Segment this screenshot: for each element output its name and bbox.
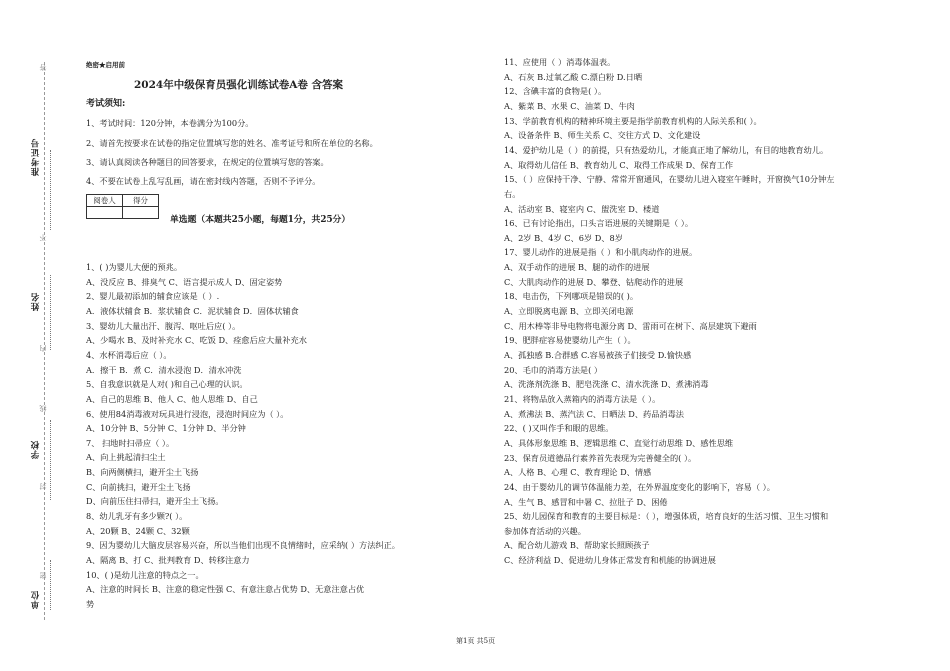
question-line: 1、( )为婴儿大便的预兆。 — [86, 262, 183, 272]
rule-line: 1、考试时间：120分钟，本卷满分为100分。 — [86, 118, 254, 128]
name-label: 姓名 — [31, 292, 41, 311]
page-footer: 第1页 共5页 — [456, 637, 496, 645]
question-line: 参加体育活动的兴趣。 — [504, 525, 586, 536]
score-header: 得分 — [123, 195, 159, 207]
question-line: 16、已有讨论指出，口头言语进展的关键期是（ ）。 — [504, 218, 694, 229]
unit-label: 单位 — [31, 590, 41, 609]
question-line: A、石灰 B.过氧乙酸 C.漂白粉 D.日晒 — [504, 71, 643, 82]
question-line: 2、婴儿最初添加的辅食应该是（ ）. — [86, 291, 220, 302]
question-line: A、立即脱离电源 B、立即关闭电源 — [504, 306, 634, 317]
reviewer-cell[interactable] — [87, 207, 123, 219]
question-line: 8、幼儿乳牙有多少颗?( ）。 — [86, 511, 188, 522]
question-line: 6、使用84消毒液对玩具进行浸泡，浸泡时间应为（ ）。 — [86, 408, 289, 419]
question-line: 9、因为婴幼儿大脑皮层容易兴奋，所以当他们出现不良情绪时，应采纳( ）方法纠正。 — [86, 540, 400, 551]
question-line: A、取得幼儿信任 B、教育幼儿 C、取得工作成果 D、保育工作 — [504, 159, 734, 170]
question-line: 7、 扫地时扫帚应（ ）。 — [86, 437, 175, 448]
notice-title: 考试须知: — [86, 99, 126, 109]
question-line: B、向两侧横扫，避开尘土飞扬 — [86, 467, 199, 478]
question-line: 18、电击伤，下列哪项是错误的( )。 — [504, 291, 639, 302]
question-line: C、大肌肉动作的进展 D、攀登、钻爬动作的进展 — [504, 276, 684, 287]
question-line: C、用木棒等非导电物将电源分离 D、雷雨可在树下、高层建筑下避雨 — [504, 320, 757, 331]
binding-margin-line — [44, 62, 45, 620]
question-line: 12、含碘丰富的食物是( ）。 — [504, 86, 607, 97]
question-line: C、经济利益 D、促进幼儿身体正常发育和机能的协调进展 — [504, 555, 716, 566]
question-line: A．擦干 B．煮 C．清水浸泡 D．清水冲洗 — [86, 364, 242, 375]
question-line: A、配合幼儿游戏 B、帮助家长照顾孩子 — [504, 540, 650, 551]
question-line: 右。 — [504, 188, 521, 199]
seal-char: 内 — [39, 345, 47, 352]
question-line: 11、应使用（ ）消毒体温表。 — [504, 57, 616, 67]
score-cell[interactable] — [123, 207, 159, 219]
question-line: 3、婴幼儿大量出汗、腹泻、呕吐后应( ）。 — [86, 320, 241, 331]
question-line: A、具体形象思维 B、逻辑思维 C、直觉行动思维 D、感性思维 — [504, 437, 734, 448]
question-line: A、设备条件 B、师生关系 C、交往方式 D、文化建设 — [504, 130, 701, 141]
question-line: A．液体状辅食 B．浆状辅食 C．泥状辅食 D．固体状辅食 — [86, 305, 299, 316]
question-line: 25、幼儿园保育和教育的主要目标是：（ ），增强体质，培育良好的生活习惯、卫生习惯和 — [504, 511, 829, 522]
seal-char: 答 — [39, 64, 47, 71]
question-line: A、双手动作的进展 B、腿的动作的进展 — [504, 262, 650, 273]
question-line: 14、爱护幼儿是（ ）的前提，只有热爱幼儿，才能真正地了解幼儿，有目的地教育幼儿。 — [504, 144, 829, 155]
candidate-number-label: 准考证号 — [31, 138, 41, 176]
question-line: 10、( )是幼儿注意的特点之一。 — [86, 569, 204, 580]
school-fill-line — [50, 420, 51, 500]
question-line: A、孤独感 B.合群感 C.容易被孩子们接受 D.愉快感 — [504, 350, 692, 360]
question-line: 15、（ ）应保持干净、宁静、常常开窗通风，在婴幼儿进入寝室午睡时，开窗换气10分钟左 — [504, 174, 835, 185]
score-table — [86, 194, 159, 219]
question-line: A、注意的时间长 B、注意的稳定性强 C、有意注意占优势 D、无意注意占优 — [86, 584, 365, 595]
question-line: 13、学前教育机构的精神环境主要是指学前教育机构的人际关系和( ）。 — [504, 115, 762, 126]
question-line: A、人格 B、心理 C、教育理论 D、情感 — [504, 467, 652, 478]
seal-char: 密 — [39, 572, 47, 579]
question-line: 5、自我意识就是人对( )和自己心理的认识。 — [86, 379, 248, 390]
question-line: A、生气 B、感冒和中暑 C、拉肚子 D、困倦 — [504, 496, 668, 507]
reviewer-header: 阅卷人 — [87, 195, 123, 207]
question-line: A、煮沸法 B、蒸汽法 C、日晒法 D、药品消毒法 — [504, 408, 684, 419]
question-line: 22、( )又叫作手和眼的思维。 — [504, 423, 614, 434]
secret-mark: 绝密★启用前 — [86, 61, 125, 69]
question-line: A、10分钟 B、5分钟 C、1分钟 D、半分钟 — [86, 423, 246, 434]
question-line: A、没反应 B、排臭气 C、语言提示成人 D、固定姿势 — [86, 276, 283, 287]
question-line: A、少喝水 B、及时补充水 C、吃饭 D、痊愈后应大量补充水 — [86, 335, 307, 346]
question-line: C、向前挑扫，避开尘土飞扬 — [86, 481, 191, 492]
question-line: D、向前压住扫帚扫，避开尘土飞扬。 — [86, 496, 224, 507]
unit-fill-line — [50, 560, 51, 610]
question-line: A、自己的思维 B、他人 C、他人思维 D、自己 — [86, 393, 258, 404]
question-line: 23、保育员道德品行素养首先表现为完善健全的( ）。 — [504, 452, 697, 463]
rule-line: 4、不要在试卷上乱写乱画，请在密封线内答题，否则不予评分。 — [86, 176, 321, 186]
question-line: A、2岁 B、4岁 C、6岁 D、8岁 — [504, 232, 623, 243]
question-line: A、活动室 B、寝室内 C、盥洗室 D、楼道 — [504, 203, 660, 214]
candidate-fill-line — [50, 150, 51, 230]
rule-line: 2、请首先按要求在试卷的指定位置填写您的姓名、准考证号和所在单位的名称。 — [86, 138, 378, 148]
rule-line: 3、请认真阅读各种题目的回答要求，在规定的位置填写您的答案。 — [86, 157, 329, 167]
question-line: A、紫菜 B、水果 C、油菜 D、牛肉 — [504, 100, 635, 111]
question-line: 17、婴儿动作的进展是指（ ）和小肌肉动作的进展。 — [504, 247, 698, 258]
question-line: 势 — [86, 598, 95, 609]
school-label: 学校 — [31, 440, 41, 459]
name-fill-line — [50, 275, 51, 350]
section-title: 单选题（本题共25小题，每题1分，共25分） — [170, 215, 351, 225]
question-line: 19、肥胖症容易使婴幼儿产生（ ）。 — [504, 335, 636, 346]
question-line: A、向上挑起清扫尘土 — [86, 452, 166, 463]
question-line: A、20颗 B、24颗 C、32颗 — [86, 525, 190, 536]
question-line: A、隔离 B、打 C、批判教育 D、转移注意力 — [86, 555, 250, 565]
question-line: 20、毛巾的消毒方法是( ） — [504, 364, 603, 375]
seal-char: 线 — [39, 405, 47, 412]
question-line: 4、水杯消毒后应（ ）。 — [86, 349, 172, 360]
seal-char: 封 — [39, 483, 47, 490]
question-line: 24、由于婴幼儿的调节体温能力差，在外界温度变化的影响下，容易（ ）。 — [504, 481, 775, 492]
question-line: 21、将物品放入蒸箱内的消毒方法是（ ）。 — [504, 393, 661, 404]
question-line: A、洗涤剂洗涤 B、肥皂洗涤 C、清水洗涤 D、煮沸消毒 — [504, 379, 709, 390]
seal-char: 不 — [39, 234, 47, 241]
page-title: 2024年中级保育员强化训练试卷A卷 含答案 — [134, 79, 344, 91]
